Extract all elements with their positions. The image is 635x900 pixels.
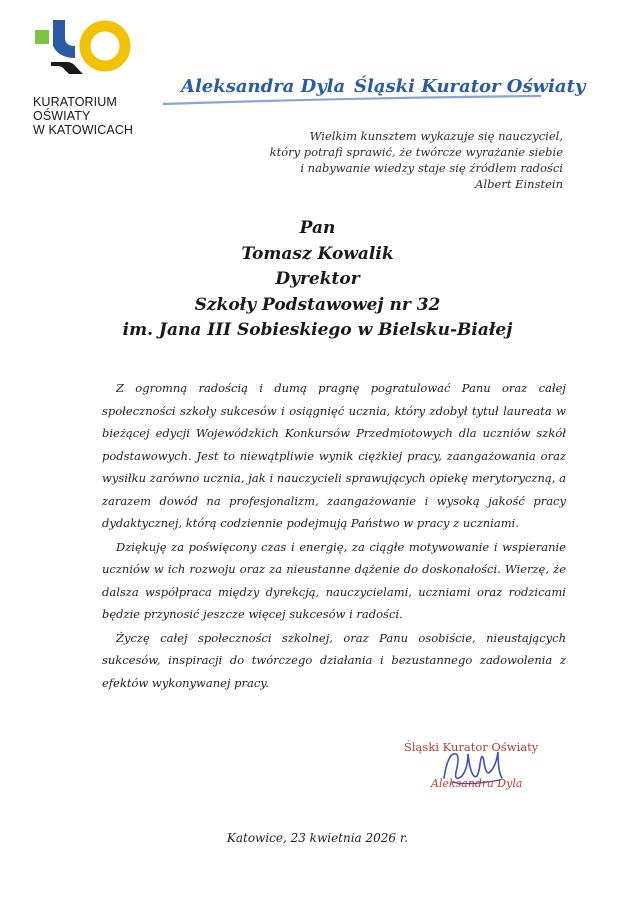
logo-text-line3: W KATOWICACH: [33, 123, 134, 137]
header-name: Aleksandra Dyla: [181, 76, 346, 97]
signature-name: Aleksandra Dyla: [431, 777, 523, 790]
body-paragraph: Życzę całej społeczności szkolnej, oraz Panu osobiście, nieustających sukcesów, inspiracji do twórczego działania i bezustannego zadowolenia z efektów wykonywanej pracy.: [102, 630, 566, 690]
addressee-position: Dyrektor: [275, 269, 360, 289]
logo-green-square: [35, 30, 49, 44]
quote-line: który potrafi sprawić, że twórcze wyrażanie siebie: [269, 145, 563, 159]
quote-line: Wielkim kunsztem wykazuje się nauczyciel,: [309, 129, 563, 143]
logo-text-line1: KURATORIUM: [33, 95, 117, 109]
kuratorium-logo-icon: [33, 18, 133, 76]
body-paragraph: Z ogromną radością i dumą pragnę pogratulować Panu oraz całej społeczności szkoły sukcesów i osiągnięć ucznia, który zdobył tytuł laureata w bieżącej edycji Wojewódzkich Konkursów Przedmiotowych dla uczniów szkół podstawowych. Jest to niewątpliwie wynik ciężkiej pracy, zaangażowania oraz wysiłku zarówno ucznia, jak i nauczycieli sprawujących opiekę merytoryczną, a zarazem dowód na profesjonalizm, zaangażowanie i wysoką jakość pracy dydaktycznej, którą codziennie podejmują Państwo w pracy z uczniami.: [102, 381, 566, 530]
logo-black-shape: [51, 62, 83, 74]
addressee-salutation: Pan: [299, 218, 336, 238]
logo-text-line2: OŚWIATY: [33, 109, 91, 123]
header-role: Śląski Kurator Oświaty: [354, 76, 586, 97]
logo-text: [33, 95, 133, 137]
logo-yellow-ring: [85, 26, 125, 66]
addressee-block: [0, 216, 635, 344]
quote-line: i nabywanie wiedzy staje się źródłem radości: [300, 161, 563, 175]
logo-blue-shape: [53, 20, 75, 58]
epigraph-quote: [270, 128, 563, 192]
addressee-name: Tomasz Kowalik: [241, 243, 394, 264]
addressee-school-full: im. Jana III Sobieskiego w Bielsku-Białej: [122, 320, 513, 340]
body-paragraph: Dziękuję za poświęcony czas i energię, za ciągłe motywowanie i wspieranie uczniów w ich rozwoju oraz za nieustanne dążenie do doskonałości. Wierzę, że dalsza współpraca między dyrekcją, nauczycielami, uczniami oraz rodzicami będzie przynosić jeszcze więcej sukcesów i radości.: [102, 539, 566, 621]
signature-title: Śląski Kurator Oświaty: [404, 740, 539, 754]
letter-body: [102, 377, 566, 695]
place-date: Katowice, 23 kwietnia 2026 r.: [226, 831, 409, 845]
quote-author: Albert Einstein: [475, 177, 563, 191]
addressee-school: Szkoły Podstawowej nr 32: [194, 294, 441, 315]
